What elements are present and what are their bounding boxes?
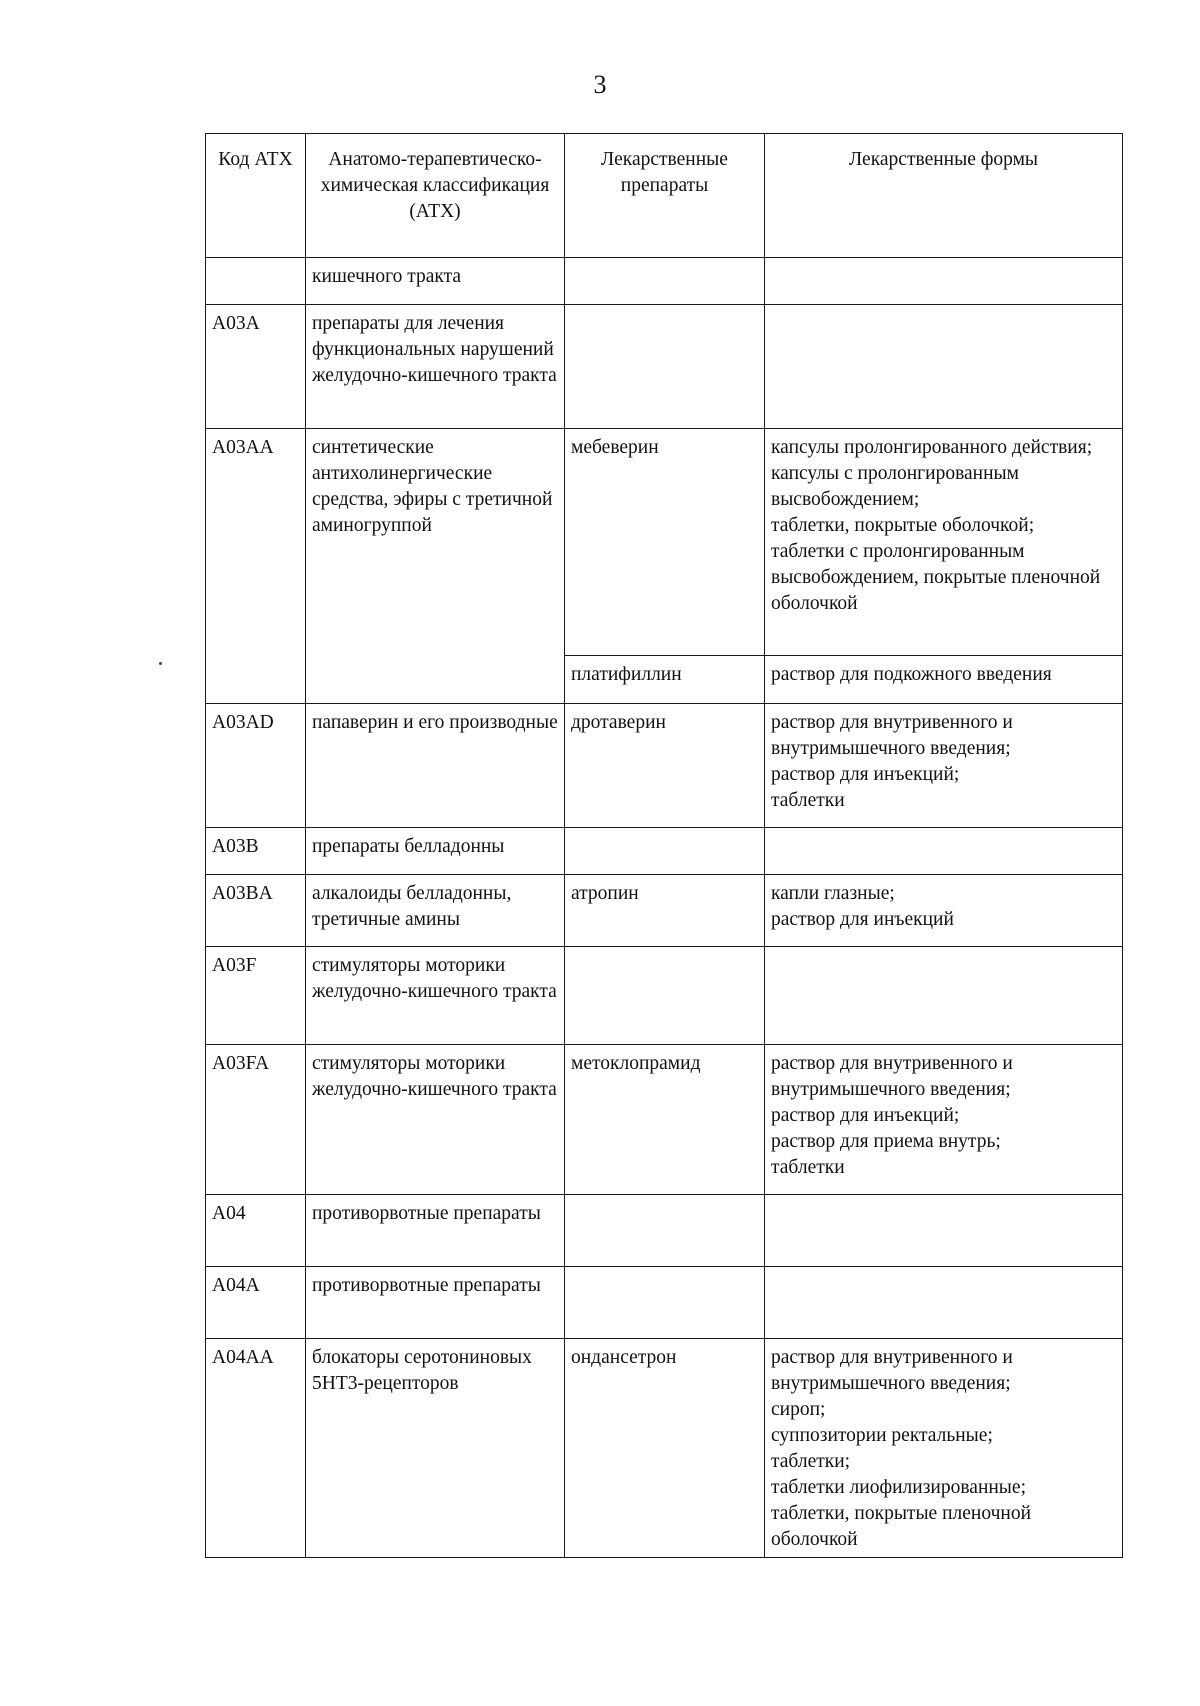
- header-code: Код АТХ: [206, 134, 306, 258]
- cell-code: A03AD: [206, 704, 306, 828]
- cell-code: A03AA: [206, 429, 306, 656]
- cell-forms: [765, 656, 1123, 704]
- form-item: таблетки, покрытые пленочной оболочкой: [771, 1503, 1032, 1550]
- cell-forms: [765, 305, 1123, 429]
- table-row: [206, 429, 1123, 656]
- cell-forms: [765, 1339, 1123, 1558]
- cell-classification: кишечного тракта: [306, 258, 565, 305]
- cell-forms: [765, 947, 1123, 1045]
- form-item: таблетки с пролонгированным высвобождением, покрытые пленочной оболочкой: [771, 541, 1101, 614]
- table-row: [206, 1339, 1123, 1558]
- cell-classification: препараты белладонны: [306, 828, 565, 875]
- form-item: суппозитории ректальные;: [771, 1425, 993, 1446]
- cell-drug: дротаверин: [565, 704, 765, 828]
- form-item: сироп;: [771, 1399, 826, 1420]
- cell-drug: [565, 258, 765, 305]
- cell-classification: синтетические антихолинергические средства, эфиры с третичной аминогруппой: [306, 429, 565, 656]
- cell-forms: [765, 1267, 1123, 1339]
- form-item: раствор для инъекций;: [771, 764, 960, 785]
- cell-code: A03A: [206, 305, 306, 429]
- cell-drug: [565, 305, 765, 429]
- scan-speck: [159, 662, 162, 665]
- form-item: таблетки: [771, 1157, 845, 1178]
- cell-forms: [765, 1045, 1123, 1195]
- table-row: [206, 947, 1123, 1045]
- cell-classification: папаверин и его производные: [306, 704, 565, 828]
- form-item: раствор для инъекций: [771, 909, 954, 930]
- table-row: [206, 1267, 1123, 1339]
- cell-code: A04A: [206, 1267, 306, 1339]
- cell-drug: платифиллин: [565, 656, 765, 704]
- table-row: [206, 828, 1123, 875]
- cell-code: A03B: [206, 828, 306, 875]
- cell-drug: атропин: [565, 875, 765, 947]
- cell-code: [206, 656, 306, 704]
- table-row: [206, 305, 1123, 429]
- cell-forms: [765, 704, 1123, 828]
- header-row: [206, 134, 1123, 258]
- cell-classification: стимуляторы моторики желудочно-кишечного тракта: [306, 1045, 565, 1195]
- form-item: капсулы пролонгированного действия;: [771, 437, 1093, 458]
- header-classification: Анатомо-терапевтическо-химическая классификация (АТХ): [306, 134, 565, 258]
- cell-classification: [306, 656, 565, 704]
- cell-drug: ондансетрон: [565, 1339, 765, 1558]
- form-item: таблетки: [771, 790, 845, 811]
- atc-table: [205, 133, 1123, 1558]
- cell-code: A04AA: [206, 1339, 306, 1558]
- table-row: [206, 1195, 1123, 1267]
- cell-code: A04: [206, 1195, 306, 1267]
- cell-code: A03F: [206, 947, 306, 1045]
- cell-code: [206, 258, 306, 305]
- cell-drug: [565, 947, 765, 1045]
- form-item: раствор для инъекций;: [771, 1105, 960, 1126]
- cell-drug: [565, 828, 765, 875]
- cell-forms: [765, 429, 1123, 656]
- page-number: 3: [593, 70, 607, 99]
- form-item: капли глазные;: [771, 883, 895, 904]
- header-forms: Лекарственные формы: [765, 134, 1123, 258]
- table-row: [206, 1045, 1123, 1195]
- form-item: таблетки лиофилизированные;: [771, 1477, 1026, 1498]
- form-item: таблетки;: [771, 1451, 851, 1472]
- form-item: раствор для приема внутрь;: [771, 1131, 1001, 1152]
- table-row: [206, 656, 1123, 704]
- cell-code: A03FA: [206, 1045, 306, 1195]
- cell-classification: стимуляторы моторики желудочно-кишечного тракта: [306, 947, 565, 1045]
- cell-code: A03BA: [206, 875, 306, 947]
- form-item: раствор для подкожного введения: [771, 664, 1052, 685]
- cell-forms: [765, 1195, 1123, 1267]
- cell-classification: алкалоиды белладонны, третичные амины: [306, 875, 565, 947]
- form-item: раствор для внутривенного и внутримышечного введения;: [771, 1053, 1013, 1100]
- form-item: раствор для внутривенного и внутримышечного введения;: [771, 1347, 1013, 1394]
- cell-forms: [765, 258, 1123, 305]
- table-row: [206, 704, 1123, 828]
- form-item: раствор для внутривенного и внутримышечного введения;: [771, 712, 1013, 759]
- cell-drug: [565, 1267, 765, 1339]
- cell-drug: мебеверин: [565, 429, 765, 656]
- cell-classification: блокаторы серотониновых 5HT3-рецепторов: [306, 1339, 565, 1558]
- cell-forms: [765, 828, 1123, 875]
- table-row: [206, 258, 1123, 305]
- cell-forms: [765, 875, 1123, 947]
- cell-drug: метоклопрамид: [565, 1045, 765, 1195]
- table-row: [206, 875, 1123, 947]
- cell-classification: противорвотные препараты: [306, 1195, 565, 1267]
- cell-drug: [565, 1195, 765, 1267]
- header-drugs: Лекарственные препараты: [565, 134, 765, 258]
- cell-classification: препараты для лечения функциональных нарушений желудочно-кишечного тракта: [306, 305, 565, 429]
- form-item: таблетки, покрытые оболочкой;: [771, 515, 1035, 536]
- form-item: капсулы с пролонгированным высвобождением;: [771, 463, 1019, 510]
- cell-classification: противорвотные препараты: [306, 1267, 565, 1339]
